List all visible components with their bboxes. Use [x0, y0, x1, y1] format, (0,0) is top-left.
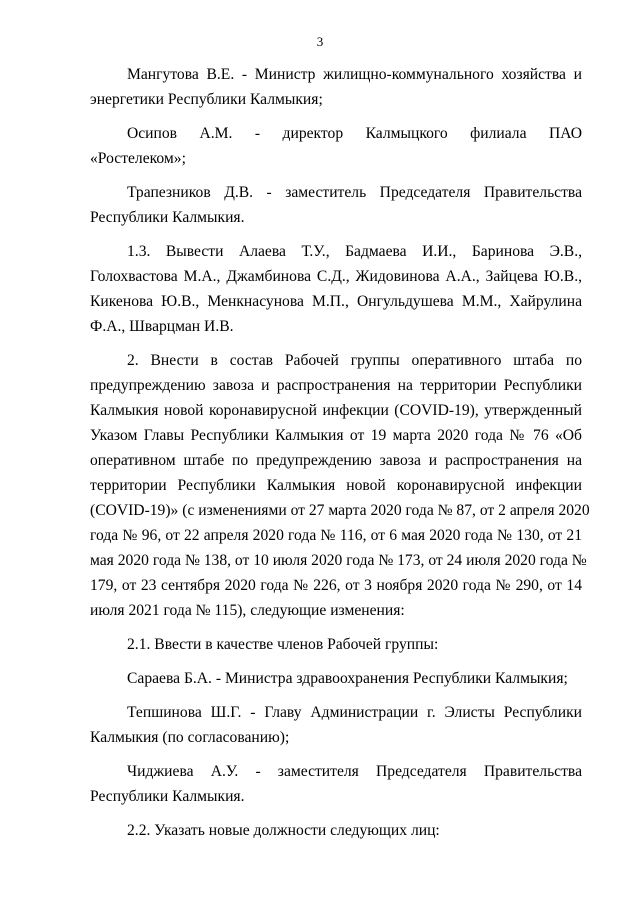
- text-line: 179, от 23 сентября 2020 года № 226, от 3 ноября 2020 года № 290, от 14: [90, 577, 582, 594]
- paragraph: [90, 759, 582, 809]
- text-line: Республики Калмыкия.: [90, 788, 245, 805]
- page-number: 3: [316, 34, 324, 49]
- text-line: 2.1. Ввести в качестве членов Рабочей группы:: [127, 636, 439, 653]
- text-line: Кикенова Ю.В., Менкнасунова М.П., Онгульдушева М.М., Хайрулина: [90, 293, 582, 310]
- text-line: Осипов А.М. - директор Калмыцкого филиала ПАО: [127, 125, 582, 142]
- text-line: Ф.А., Шварцман И.В.: [90, 318, 234, 335]
- text-line: Голохвастова М.А., Джамбинова С.Д., Жидовинова А.А., Зайцева Ю.В.,: [90, 268, 582, 285]
- paragraph: [90, 666, 582, 691]
- text-line: июля 2021 года № 115), следующие изменения:: [90, 602, 405, 619]
- text-line: оперативном штабе по предупреждению завоза и распространения на: [90, 452, 582, 469]
- paragraph: [90, 632, 582, 657]
- text-line: Республики Калмыкия.: [90, 209, 245, 226]
- text-line: энергетики Республики Калмыкия;: [90, 91, 323, 108]
- text-line: территории Республики Калмыкия новой коронавирусной инфекции: [90, 477, 582, 494]
- paragraph: [90, 700, 582, 750]
- paragraph: [90, 818, 582, 843]
- text-line: Тепшинова Ш.Г. - Главу Администрации г. Элисты Республики: [127, 704, 582, 721]
- text-line: Чиджиева А.У. - заместителя Председателя Правительства: [127, 763, 582, 780]
- paragraph: [90, 121, 582, 171]
- text-line: 1.3. Вывести Алаева Т.У., Бадмаева И.И., Баринова Э.В.,: [127, 243, 582, 260]
- paragraph: [90, 348, 590, 623]
- paragraph: [90, 62, 582, 112]
- text-line: Трапезников Д.В. - заместитель Председателя Правительства: [127, 184, 582, 201]
- document-body: [90, 62, 590, 843]
- text-line: Сараева Б.А. - Министра здравоохранения Республики Калмыкия;: [127, 670, 568, 687]
- text-line: года № 96, от 22 апреля 2020 года № 116, от 6 мая 2020 года № 130, от 21: [90, 527, 582, 544]
- text-line: 2. Внести в состав Рабочей группы оперативного штаба по: [127, 352, 582, 369]
- text-line: Указом Главы Республики Калмыкия от 19 марта 2020 года № 76 «Об: [90, 427, 582, 444]
- text-line: мая 2020 года № 138, от 10 июля 2020 года № 173, от 24 июля 2020 года №: [90, 552, 587, 569]
- text-line: Калмыкия новой коронавирусной инфекции (COVID-19), утвержденный: [90, 402, 582, 419]
- text-line: Калмыкия (по согласованию);: [90, 729, 290, 746]
- text-line: «Ростелеком»;: [90, 150, 186, 167]
- text-line: 2.2. Указать новые должности следующих лиц:: [127, 822, 440, 839]
- paragraph: [90, 180, 582, 230]
- text-line: Мангутова В.Е. - Министр жилищно-коммунального хозяйства и: [127, 66, 582, 83]
- text-line: предупреждению завоза и распространения на территории Республики: [90, 377, 582, 394]
- paragraph: [90, 239, 582, 339]
- text-line: (COVID-19)» (с изменениями от 27 марта 2020 года № 87, от 2 апреля 2020: [90, 502, 590, 519]
